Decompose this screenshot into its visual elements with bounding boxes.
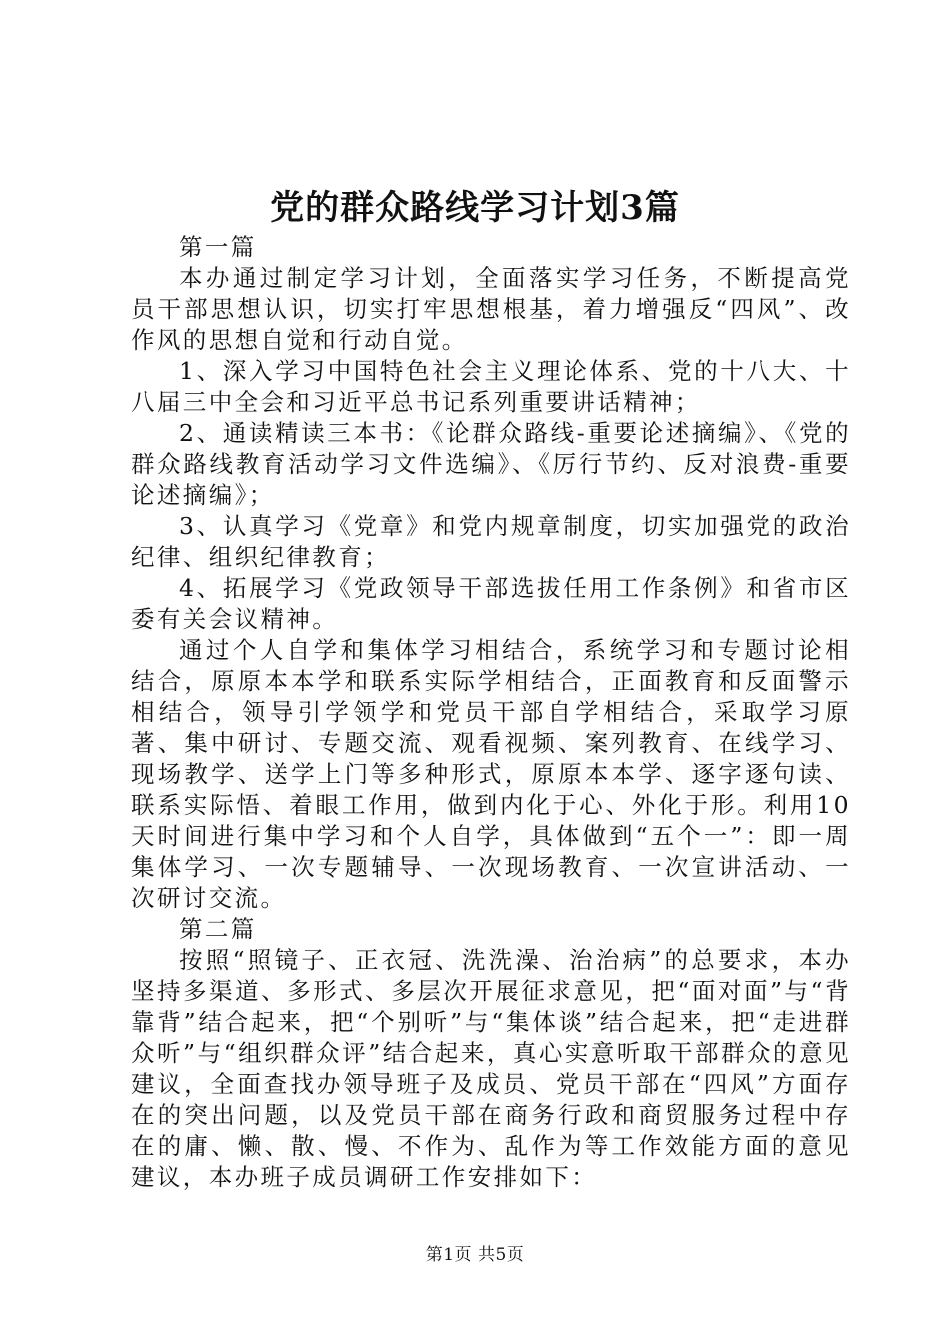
list-item: 4、拓展学习《党政领导干部选拔任用工作条例》和省市区委有关会议精神。 <box>131 574 851 633</box>
paragraph: 按照“照镜子、正衣冠、洗洗澡、治治病”的总要求，本办坚持多渠道、多形式、多层次开展征求意见，把“面对面”与“背靠背”结合起来，把“个别听”与“集体谈”结合起来，把“走进群众听”与“组织群众评”结合起来，真心实意听取干部群众的意见建议，全面查找办领导班子及成员、党员干部在“四风”方面存在的突出问题，以及党员干部在商务行政和商贸服务过程中存在的庸、懒、散、慢、不作为、乱作为等工作效能方面的意见建议，本办班子成员调研工作安排如下： <box>131 946 851 1191</box>
paragraph: 本办通过制定学习计划，全面落实学习任务，不断提高党员干部思想认识，切实打牢思想根基，着力增强反“四风”、改作风的思想自觉和行动自觉。 <box>131 264 851 354</box>
document-body <box>131 232 851 1193</box>
page-footer: 第1页 共5页 <box>425 1245 525 1265</box>
list-item: 3、认真学习《党章》和党内规章制度，切实加强党的政治纪律、组织纪律教育； <box>131 512 851 571</box>
document-title: 党的群众路线学习计划3篇 <box>270 188 680 228</box>
section-heading: 第二篇 <box>179 915 257 943</box>
paragraph: 通过个人自学和集体学习相结合，系统学习和专题讨论相结合，原原本本学和联系实际学相结合，正面教育和反面警示相结合，领导引学领学和党员干部自学相结合，采取学习原著、集中研讨、专题交流、观看视频、案列教育、在线学习、现场教学、送学上门等多种形式，原原本本学、逐字逐句读、联系实际悟、着眼工作用，做到内化于心、外化于形。利用10天时间进行集中学习和个人自学，具体做到“五个一”：即一周集体学习、一次专题辅导、一次现场教育、一次宣讲活动、一次研讨交流。 <box>131 636 851 912</box>
section-heading: 第一篇 <box>179 233 257 261</box>
list-item: 1、深入学习中国特色社会主义理论体系、党的十八大、十八届三中全会和习近平总书记系列重要讲话精神； <box>131 357 851 416</box>
list-item: 2、通读精读三本书：《论群众路线-重要论述摘编》、《党的群众路线教育活动学习文件选编》、《厉行节约、反对浪费-重要论述摘编》； <box>131 419 851 509</box>
